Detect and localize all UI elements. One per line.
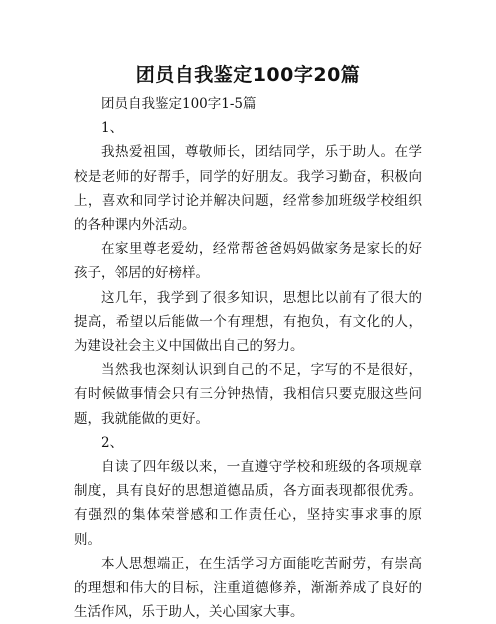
section-number: 1、 [101,120,124,137]
body-paragraph: 这几年，我学到了很多知识，思想比以前有了很大的提高，希望以后能做一个有理想，有抱负，有文化的人，为建设社会主义中国做出自己的努力。 [74,289,422,355]
body-paragraph: 在家里尊老爱幼，经常帮爸爸妈妈做家务是家长的好孩子，邻居的好榜样。 [74,241,422,282]
section-number: 2、 [101,434,124,451]
body-paragraph: 当然我也深刻认识到自己的不足，字写的不是很好，有时候做事情会只有三分钟热情，我相信只要克服这些问题，我就能做的更好。 [74,362,422,427]
body-paragraph: 我热爱祖国，尊敬师长，团结同学，乐于助人。在学校是老师的好帮手，同学的好朋友。我学习勤奋，积极向上，喜欢和同学讨论并解决问题，经常参加班级学校组织的各种课内外活动。 [74,144,422,234]
document-subtitle: 团员自我鉴定100字1-5篇 [101,96,257,112]
body-paragraph: 自读了四年级以来，一直遵守学校和班级的各项规章制度，具有良好的思想道德品质，各方面表现都很优秀。有强烈的集体荣誉感和工作责任心，坚持实事求事的原则。 [74,459,422,548]
document-title: 团员自我鉴定100字20篇 [135,64,361,86]
body-paragraph: 本人思想端正，在生活学习方面能吃苦耐劳，有崇高的理想和伟大的目标，注重道德修养，渐渐养成了良好的生活作风，乐于助人，关心国家大事。 [74,555,422,621]
document-body [74,92,422,624]
